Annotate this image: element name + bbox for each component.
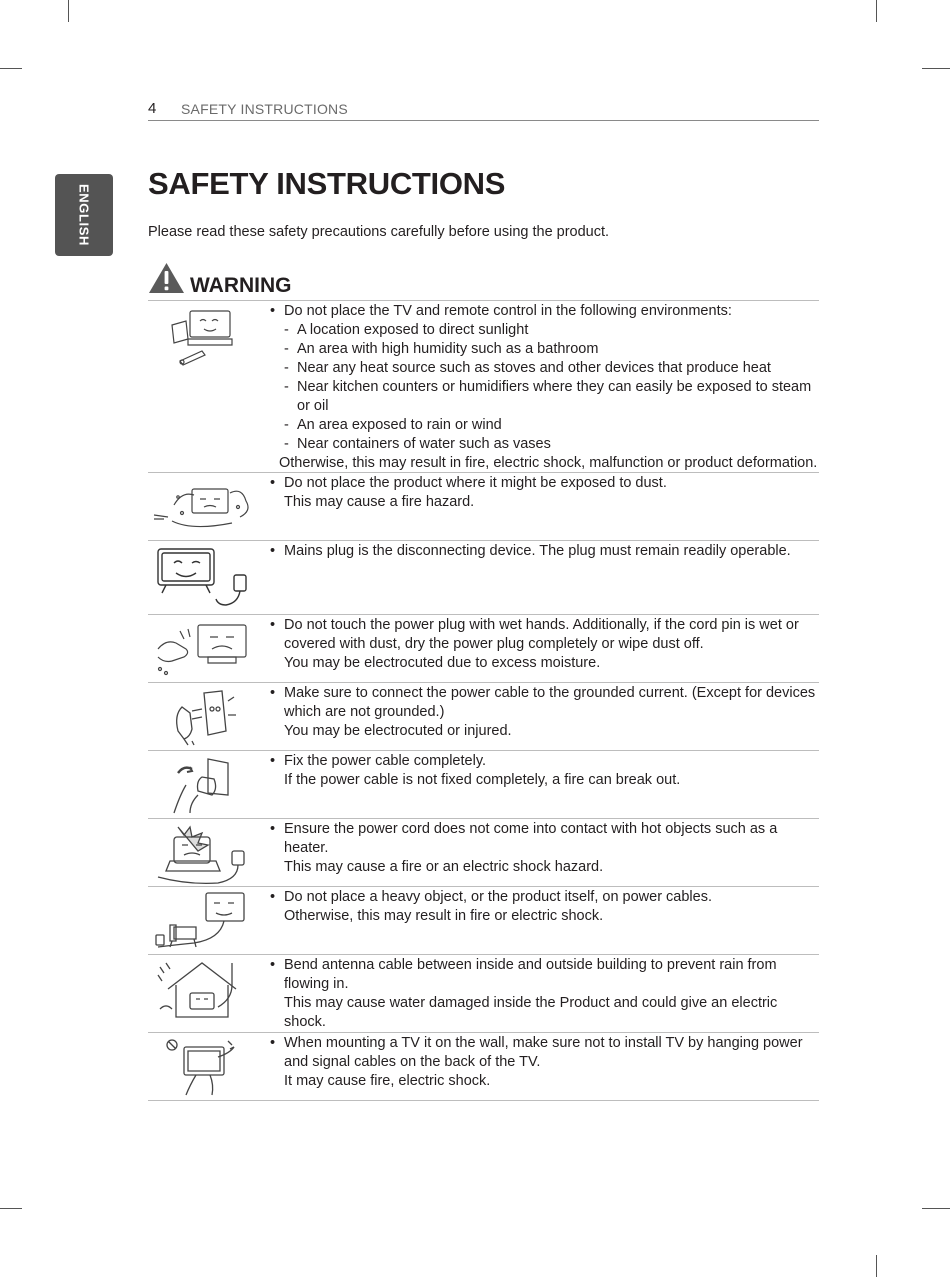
language-tab — [55, 174, 113, 256]
note-text: This may cause water damaged inside the Product and could give an electric shock. — [284, 995, 778, 1030]
page-title: SAFETY INSTRUCTIONS — [148, 166, 506, 201]
language-tab-label: ENGLISH — [76, 184, 92, 246]
wall-mount-cables-illustration-icon — [162, 1037, 242, 1097]
bullet-text: • Mains plug is the disconnecting device. The plug must remain readily operable. — [270, 542, 819, 561]
warning-item — [148, 819, 819, 887]
list-item: - Near any heat source such as stoves and other devices that produce heat — [284, 359, 819, 378]
bullet-text: • Fix the power cable completely. — [270, 752, 819, 771]
list-item: - Near containers of water such as vases — [284, 435, 819, 454]
note-text: Otherwise, this may result in fire, electric shock, malfunction or product deformation. — [279, 455, 818, 471]
illustration — [148, 819, 256, 885]
wet-hands-plug-illustration-icon — [152, 619, 252, 677]
page-header — [148, 100, 819, 121]
illustration — [148, 751, 256, 815]
note-text: Otherwise, this may result in fire or electric shock. — [284, 908, 604, 924]
illustration — [148, 301, 256, 367]
warning-item — [148, 683, 819, 751]
bullet-text: • When mounting a TV it on the wall, make sure not to install TV by hanging power and signal cables on the back of the TV. — [270, 1034, 819, 1072]
crop-mark — [876, 1255, 877, 1277]
crop-mark — [922, 1208, 950, 1209]
note-text: It may cause fire, electric shock. — [284, 1073, 491, 1089]
crop-mark — [0, 68, 22, 69]
bullet-text: • Do not place the product where it might be exposed to dust. — [270, 474, 819, 493]
environment-list — [270, 321, 819, 454]
bullet-text: • Do not place the TV and remote control in the following environments: — [270, 302, 819, 321]
warning-item — [148, 301, 819, 473]
antenna-cable-house-illustration-icon — [154, 959, 250, 1021]
warning-label: WARNING — [190, 274, 292, 297]
bullet-text: • Do not place a heavy object, or the product itself, on power cables. — [270, 888, 819, 907]
dust-tv-illustration-icon — [152, 477, 252, 533]
warning-item — [148, 887, 819, 955]
heater-cord-illustration-icon — [154, 823, 250, 885]
note-text: You may be electrocuted or injured. — [284, 723, 512, 739]
heavy-object-cable-illustration-icon — [154, 891, 250, 951]
tv-remote-environment-illustration-icon — [162, 305, 242, 367]
list-item: - An area with high humidity such as a bathroom — [284, 340, 819, 359]
grounded-outlet-illustration-icon — [162, 687, 242, 747]
crop-mark — [0, 1208, 22, 1209]
fix-power-cable-illustration-icon — [162, 755, 242, 815]
illustration — [148, 683, 256, 747]
note-text: If the power cable is not fixed completely, a fire can break out. — [284, 772, 681, 788]
note-text: You may be electrocuted due to excess moisture. — [284, 655, 601, 671]
mains-plug-illustration-icon — [152, 545, 252, 607]
warning-item — [148, 955, 819, 1033]
crop-mark — [68, 0, 69, 22]
bullet-text: • Make sure to connect the power cable to the grounded current. (Except for devices which are not grounded.) — [270, 684, 819, 722]
illustration — [148, 615, 256, 677]
bullet-text: • Ensure the power cord does not come into contact with hot objects such as a heater. — [270, 820, 819, 858]
warning-item — [148, 615, 819, 683]
warning-item — [148, 541, 819, 615]
warning-item — [148, 473, 819, 541]
illustration — [148, 887, 256, 951]
warning-list — [148, 300, 819, 1101]
warning-item — [148, 751, 819, 819]
running-title: SAFETY INSTRUCTIONS — [181, 101, 348, 117]
illustration — [148, 1033, 256, 1097]
crop-mark — [876, 0, 877, 22]
warning-item — [148, 1033, 819, 1101]
page-number: 4 — [148, 100, 157, 117]
warning-triangle-icon — [148, 262, 185, 294]
list-item: - An area exposed to rain or wind — [284, 416, 819, 435]
list-item: - Near kitchen counters or humidifiers where they can easily be exposed to steam or oil — [284, 378, 819, 416]
note-text: This may cause a fire or an electric shock hazard. — [284, 859, 604, 875]
bullet-text: • Bend antenna cable between inside and outside building to prevent rain from flowing in. — [270, 956, 819, 994]
crop-mark — [922, 68, 950, 69]
intro-text: Please read these safety precautions carefully before using the product. — [148, 224, 610, 240]
illustration — [148, 955, 256, 1021]
note-text: This may cause a fire hazard. — [284, 494, 475, 510]
illustration — [148, 541, 256, 607]
bullet-text: • Do not touch the power plug with wet hands. Additionally, if the cord pin is wet or covered with dust, dry the power plug completely or wipe dust off. — [270, 616, 819, 654]
list-item: - A location exposed to direct sunlight — [284, 321, 819, 340]
illustration — [148, 473, 256, 533]
